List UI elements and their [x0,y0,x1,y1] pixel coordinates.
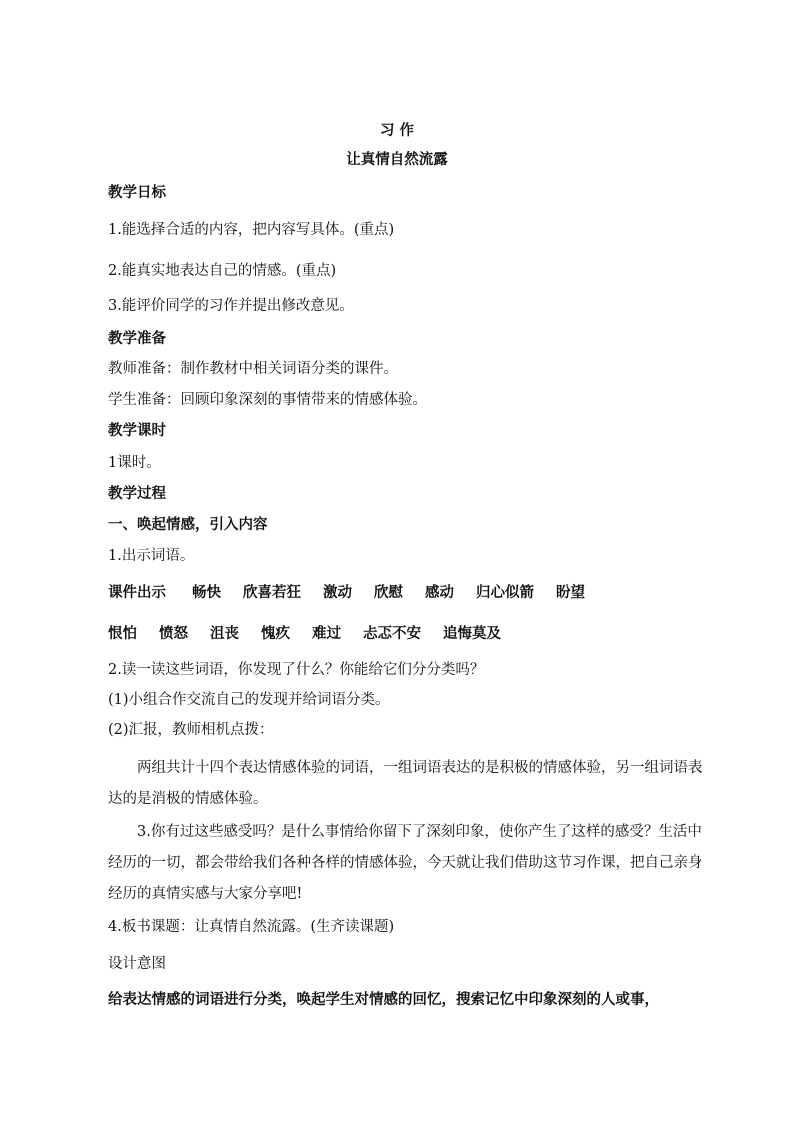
word: 课件出示 [108,584,166,601]
step-4: 4.板书课题：让真情自然流露。(生齐读课题) [108,919,395,935]
word: 追悔莫及 [443,625,501,642]
word: 愧疚 [261,625,290,642]
prep-student: 学生准备：回顾印象深刻的事情带来的情感体验。 [108,392,427,408]
question-2-sub-2: (2)汇报，教师相机点拨： [108,722,274,738]
word: 恨怕 [108,625,137,642]
prep-heading: 教学准备 [108,330,166,347]
design-text: 给表达情感的词语进行分类，唤起学生对情感的回忆，搜索记忆中印象深刻的人或事， [108,991,659,1008]
goal-2: 2.能真实地表达自己的情感。(重点) [108,263,337,279]
hours-text: 1课时。 [108,455,161,471]
goal-1: 1.能选择合适的内容，把内容写具体。(重点) [108,222,395,238]
word: 激动 [323,584,352,601]
page-title: 习 作 [379,122,415,139]
word: 感动 [425,584,454,601]
design-heading: 设计意图 [108,956,166,972]
word: 难过 [312,625,341,642]
word: 忐忑不安 [363,625,421,642]
word: 欣喜若狂 [243,584,301,601]
word: 欣慰 [374,584,403,601]
word: 愤怒 [159,625,188,642]
hours-heading: 教学课时 [108,422,166,439]
word: 归心似箭 [476,584,534,601]
word: 盼望 [556,584,585,601]
word: 沮丧 [210,625,239,642]
step1-item: 1.出示词语。 [108,548,195,564]
prep-teacher: 教师准备：制作教材中相关词语分类的课件。 [108,361,398,377]
question-2: 2.读一读这些词语，你发现了什么？你能给它们分分类吗？ [108,662,485,678]
goal-3: 3.能评价同学的习作并提出修改意见。 [108,298,354,314]
words-row-1 [108,583,714,603]
goals-heading: 教学日标 [108,184,166,201]
words-row-2 [108,624,714,644]
step1-heading: 一、唤起情感，引入内容 [108,516,268,533]
page-subtitle: 让真情自然流露 [346,151,448,168]
word: 畅快 [192,584,221,601]
question-2-sub-1: (1)小组合作交流自己的发现并给词语分类。 [108,692,390,708]
paragraph-2: 3.你有过这些感受吗？是什么事情给你留下了深刻印象，使你产生了这样的感受？生活中经历的一切，都会带给我们各种各样的情感体验，今天就让我们借助这节习作课，把自己亲身经历的真情实感与大家分享吧! [108,824,703,902]
paragraph-1: 两组共计十四个表达情感体验的词语，一组词语表达的是积极的情感体验，另一组词语表达的是消极的情感体验。 [108,760,703,807]
process-heading: 教学过程 [108,485,166,502]
